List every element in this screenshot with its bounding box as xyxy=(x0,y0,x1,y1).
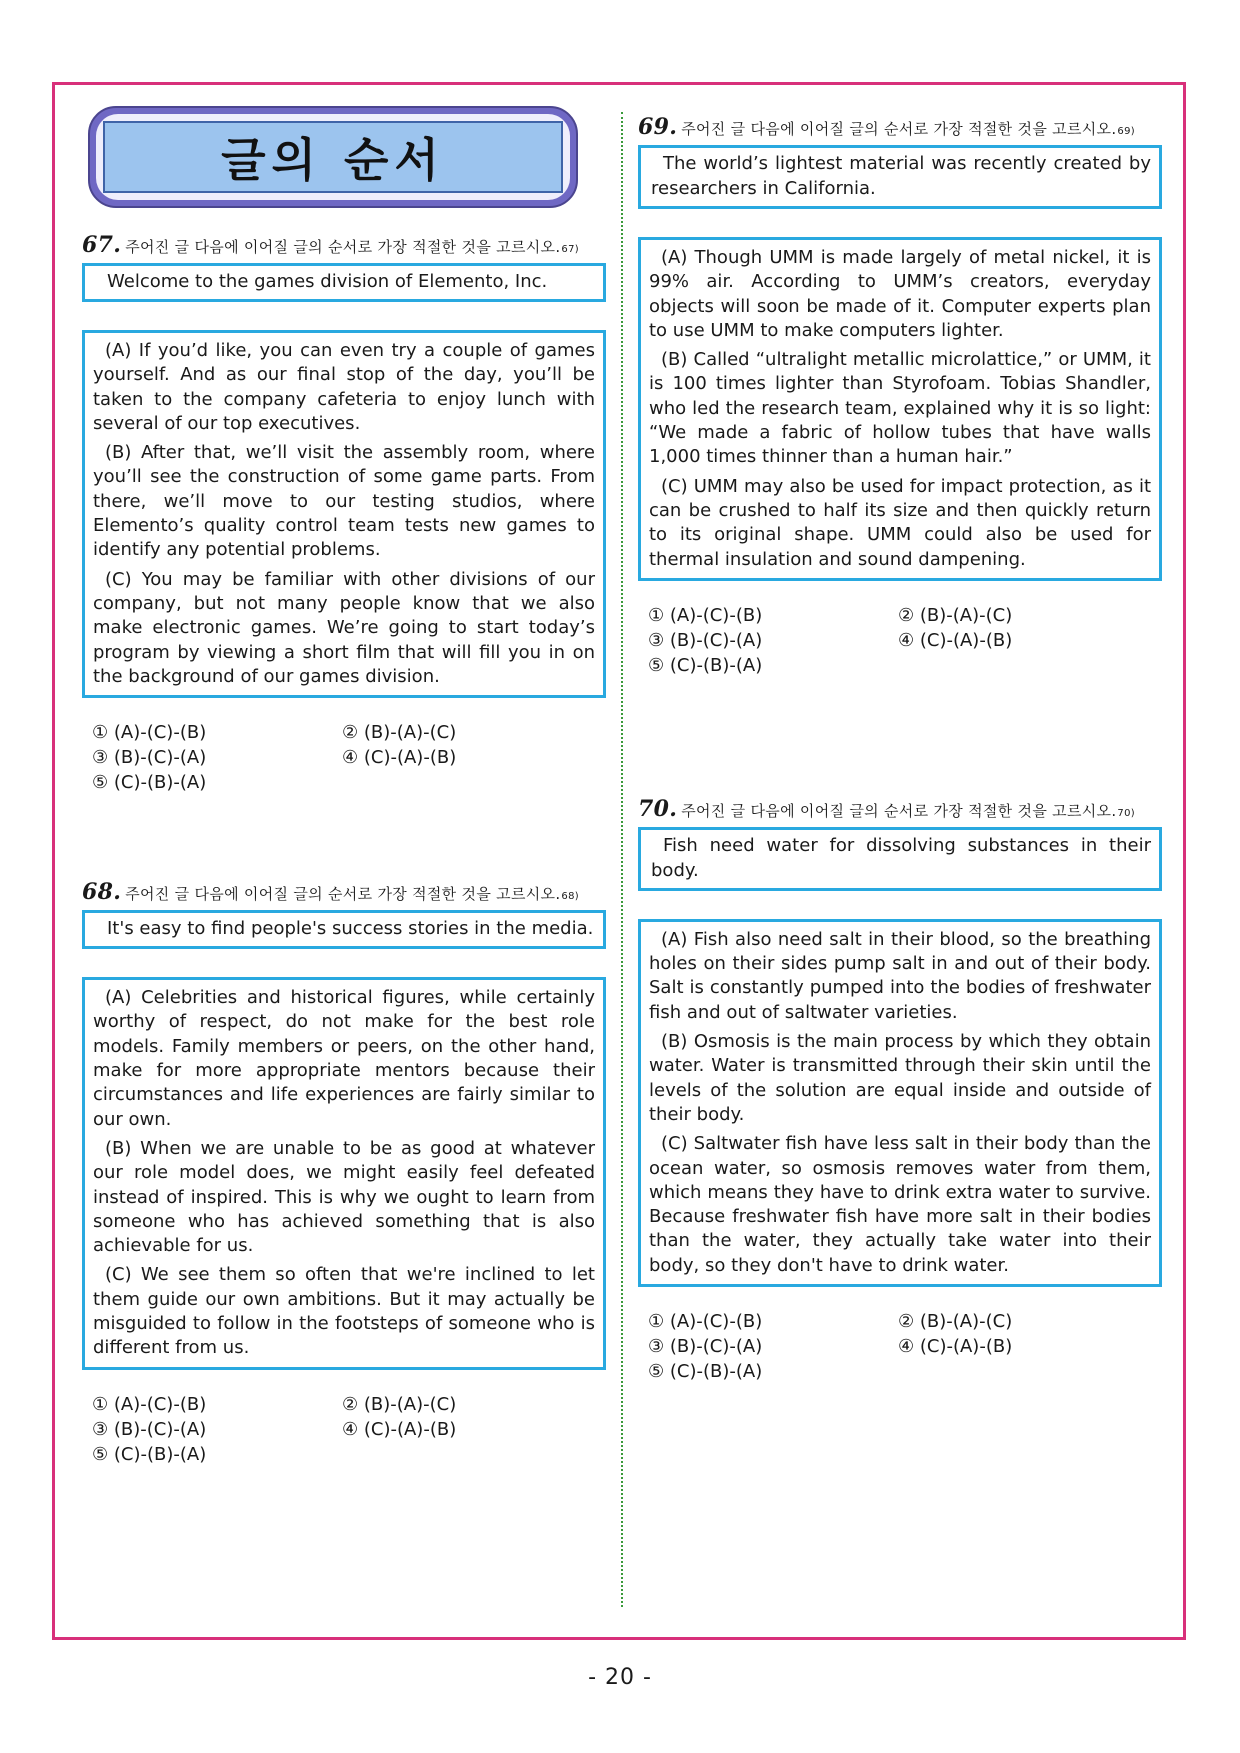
choice-2[interactable]: ② (B)-(A)-(C) xyxy=(898,604,1013,626)
choice-4[interactable]: ④ (C)-(A)-(B) xyxy=(898,1336,1013,1358)
choice-5[interactable]: ⑤ (C)-(B)-(A) xyxy=(92,772,207,794)
question-67 xyxy=(82,232,606,795)
question-number: 69. xyxy=(638,114,678,140)
column-divider xyxy=(621,112,623,1607)
paragraph-c: (C) UMM may also be used for impact protection, as it can be crushed to half its size and then quickly return to its original shape. UMM could also be used for thermal insulation and sound dampening. xyxy=(649,475,1151,570)
section-title-plaque xyxy=(88,106,578,208)
page-number: - 20 - xyxy=(588,1665,652,1690)
given-sentence-box: It's easy to find people's success stories in the media. xyxy=(82,910,606,949)
choice-5[interactable]: ⑤ (C)-(B)-(A) xyxy=(92,1443,207,1465)
paragraph-a: (A) Though UMM is made largely of metal nickel, it is 99% air. According to UMM’s creators, everyday objects will soon be made of it. Computer experts plan to use UMM to make computers lighter. xyxy=(649,247,1151,341)
paragraph-b: (B) When we are unable to be as good at whatever our role model does, we might easily feel defeated instead of inspired. This is why we ought to learn from someone who has achieved something that is also achievable for us. xyxy=(93,1137,595,1257)
paragraph-b: (B) Osmosis is the main process by which they obtain water. Water is transmitted through their skin until the levels of the solution are equal inside and outside of their body. xyxy=(649,1031,1151,1125)
question-header xyxy=(638,114,1162,140)
question-number: 70. xyxy=(638,795,678,822)
question-instruction: 주어진 글 다음에 이어질 글의 순서로 가장 적절한 것을 고르시오. xyxy=(125,885,561,904)
question-68 xyxy=(82,879,606,1466)
question-header xyxy=(82,879,606,905)
question-header xyxy=(638,796,1162,822)
question-instruction: 주어진 글 다음에 이어질 글의 순서로 가장 적절한 것을 고르시오. xyxy=(681,120,1117,138)
choice-1[interactable]: ① (A)-(C)-(B) xyxy=(648,604,763,626)
choice-1[interactable]: ① (A)-(C)-(B) xyxy=(92,722,207,744)
passage-box xyxy=(638,237,1162,581)
question-header xyxy=(82,232,606,258)
choice-4[interactable]: ④ (C)-(A)-(B) xyxy=(898,629,1013,651)
given-sentence-box: Welcome to the games division of Elemento, Inc. xyxy=(82,263,606,302)
choice-3[interactable]: ③ (B)-(C)-(A) xyxy=(648,1336,763,1358)
choice-5[interactable]: ⑤ (C)-(B)-(A) xyxy=(648,654,763,676)
choice-2[interactable]: ② (B)-(A)-(C) xyxy=(342,722,457,744)
paragraph-b: (B) After that, we’ll visit the assembly room, where you’ll see the construction of some game parts. From there, we’ll move to our testing studios, where Elemento’s quality control team tests new games to identify any potential problems. xyxy=(93,442,595,561)
paragraph-c: (C) We see them so often that we're inclined to let them guide our own ambitions. But it may actually be misguided to follow in the footsteps of someone who is different from us. xyxy=(93,1264,595,1359)
answer-choices xyxy=(92,720,606,795)
passage-box xyxy=(82,977,606,1369)
section-title: 글의 순서 xyxy=(103,121,563,193)
left-column xyxy=(82,106,606,1467)
footnote-mark: 69) xyxy=(1117,126,1135,137)
choice-3[interactable]: ③ (B)-(C)-(A) xyxy=(92,1418,207,1440)
choice-1[interactable]: ① (A)-(C)-(B) xyxy=(92,1393,207,1415)
footnote-mark: 70) xyxy=(1117,807,1135,819)
paragraph-a: (A) Fish also need salt in their blood, so the breathing holes on their sides pump salt in and out of their body. Salt is constantly pumped into the bodies of freshwater fish and out of saltwater varieties. xyxy=(649,928,1151,1023)
question-number: 67. xyxy=(82,232,122,258)
paragraph-a: (A) If you’d like, you can even try a couple of games yourself. And as our final stop of the day, you’ll be taken to the company cafeteria to enjoy lunch with several of our top executives. xyxy=(93,340,595,434)
paragraph-b: (B) Called “ultralight metallic microlattice,” or UMM, it is 100 times lighter than Styrofoam. Tobias Shandler, who led the research team, explained why it is so light: “We made a fabric of hollow tubes that have walls 1,000 times thinner than a human hair.” xyxy=(649,349,1151,468)
choice-5[interactable]: ⑤ (C)-(B)-(A) xyxy=(648,1361,763,1383)
footnote-mark: 68) xyxy=(561,891,579,903)
paragraph-c: (C) You may be familiar with other divisions of our company, but not many people know that we also make electronic games. We’re going to start today’s program by viewing a short film that will fill you in on the background of our games division. xyxy=(93,568,595,687)
choice-4[interactable]: ④ (C)-(A)-(B) xyxy=(342,1418,457,1440)
choice-2[interactable]: ② (B)-(A)-(C) xyxy=(342,1393,457,1415)
footnote-mark: 67) xyxy=(561,244,579,255)
question-instruction: 주어진 글 다음에 이어질 글의 순서로 가장 적절한 것을 고르시오. xyxy=(125,238,561,256)
paragraph-a: (A) Celebrities and historical figures, while certainly worthy of respect, do not make for the best role models. Family members or peers, on the other hand, make for more appropriate mentors because their circumstances and life experiences are fairly similar to our own. xyxy=(93,987,595,1130)
question-instruction: 주어진 글 다음에 이어질 글의 순서로 가장 적절한 것을 고르시오. xyxy=(681,801,1117,820)
given-sentence-box: The world’s lightest material was recently created by researchers in California. xyxy=(638,145,1162,209)
paragraph-c: (C) Saltwater fish have less salt in their body than the ocean water, so osmosis removes water from them, which means they have to drink extra water to survive. Because freshwater fish have more salt in their bodies than the water, they actually take water into their body, so they don't have to drink water. xyxy=(649,1133,1151,1276)
choice-4[interactable]: ④ (C)-(A)-(B) xyxy=(342,747,457,769)
passage-box xyxy=(638,919,1162,1287)
choice-3[interactable]: ③ (B)-(C)-(A) xyxy=(648,629,763,651)
question-70 xyxy=(638,796,1162,1384)
question-69 xyxy=(638,114,1162,678)
answer-choices xyxy=(648,1309,1162,1384)
right-column xyxy=(638,114,1162,1384)
choice-2[interactable]: ② (B)-(A)-(C) xyxy=(898,1311,1013,1333)
answer-choices xyxy=(648,603,1162,678)
answer-choices xyxy=(92,1392,606,1467)
question-number: 68. xyxy=(82,879,122,906)
choice-1[interactable]: ① (A)-(C)-(B) xyxy=(648,1311,763,1333)
given-sentence-box: Fish need water for dissolving substances in their body. xyxy=(638,827,1162,891)
choice-3[interactable]: ③ (B)-(C)-(A) xyxy=(92,747,207,769)
passage-box xyxy=(82,330,606,698)
